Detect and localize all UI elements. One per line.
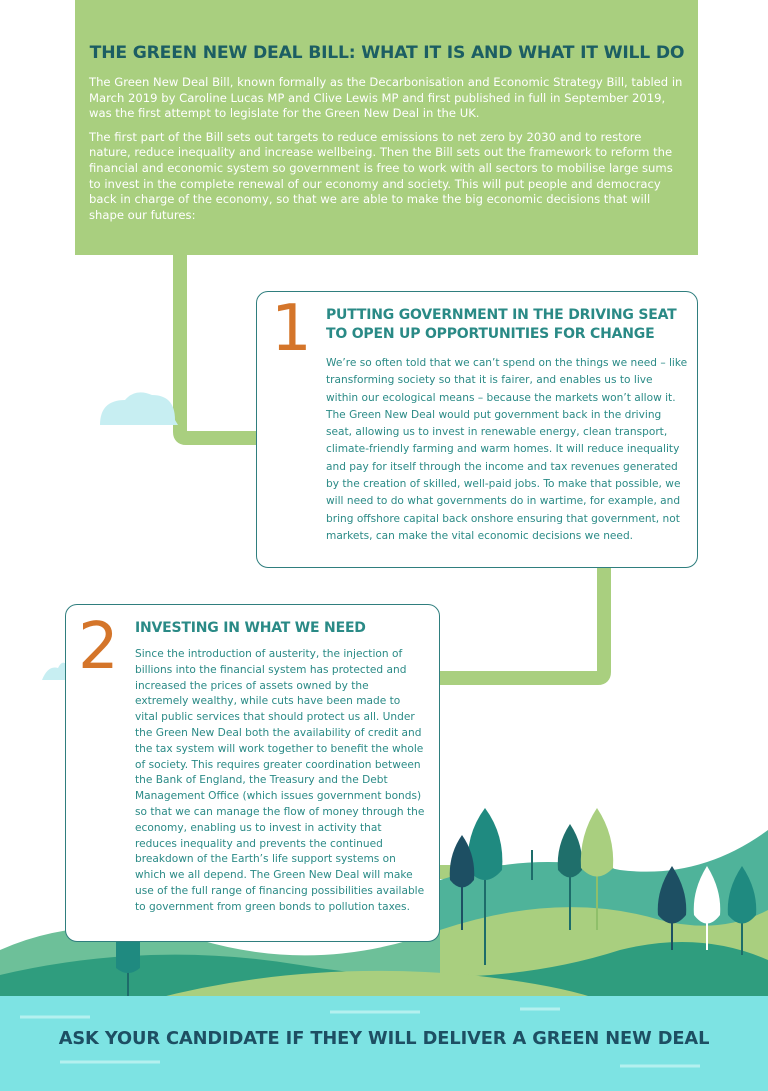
connector-line-2 (440, 568, 604, 678)
section-card-2 (65, 604, 440, 942)
cloud-icon (42, 663, 66, 680)
section-number: 1 (271, 292, 312, 366)
intro-paragraph-2: The first part of the Bill sets out targets to reduce emissions to net zero by 2030 and to restore nature, reduce inequality and increase wellbeing. Then the Bill sets out the framework to reform the financial and economic system so government is free to work with all sectors to mobilise large sums to invest in the complete renewal of our economy and society. This will put people and democracy back in charge of the economy, so that we are able to make the big economic decisions that will shape our futures: (89, 129, 673, 222)
cloud-icon (100, 392, 178, 425)
call-to-action: ASK YOUR CANDIDATE IF THEY WILL DELIVER A GREEN NEW DEAL (58, 1028, 710, 1049)
intro-paragraph-1: The Green New Deal Bill, known formally as the Decarbonisation and Economic Strategy Bill, tabled in March 2019 by Caroline Lucas MP and Clive Lewis MP and first published in full in September 2019, was the first attempt to legislate for the Green New Deal in the UK. (89, 75, 683, 121)
section-body: We’re so often told that we can’t spend on the things we need – like transforming society so that it is fairer, and enables us to live within our ecological means – because the markets won’t allow it. The Green New Deal would put government back in the driving seat, allowing us to invest in renewable energy, clean transport, climate-friendly farming and warm homes. It will reduce inequality and pay for itself through the income and tax revenues generated by the creation of skilled, well-paid jobs. To make that possible, we will need to do what governments do in wartime, for example, and bring offshore capital back onshore ensuring that government, not markets, can make the vital economic decisions we need. (326, 357, 688, 542)
section-card-1 (256, 291, 698, 568)
page-title: THE GREEN NEW DEAL BILL: WHAT IT IS AND WHAT IT WILL DO (89, 43, 685, 63)
section-heading: INVESTING IN WHAT WE NEED (135, 620, 366, 636)
section-body: Since the introduction of austerity, the injection of billions into the financial system has protected and increased the prices of assets owned by the extremely wealthy, while cuts have been made to vital public services that should protect us all. Under the Green New Deal both the availability of credit and the tax system will work together to benefit the whole of society. This requires greater coordination between the Bank of England, the Treasury and the Debt Management Office (which issues government bonds) so that we can manage the flow of money through the economy, enabling us to invest in activity that reduces inequality and prevents the continued breakdown of the Earth’s life support systems on which we all depend. The Green New Deal will make use of the full range of financing possibilities available to government from green bonds to pollution taxes. (135, 648, 425, 913)
header-panel (75, 0, 698, 255)
section-number: 2 (78, 610, 119, 684)
section-heading: PUTTING GOVERNMENT IN THE DRIVING SEAT TO OPEN UP OPPORTUNITIES FOR CHANGE (326, 307, 677, 342)
connector-line-1 (180, 255, 256, 438)
